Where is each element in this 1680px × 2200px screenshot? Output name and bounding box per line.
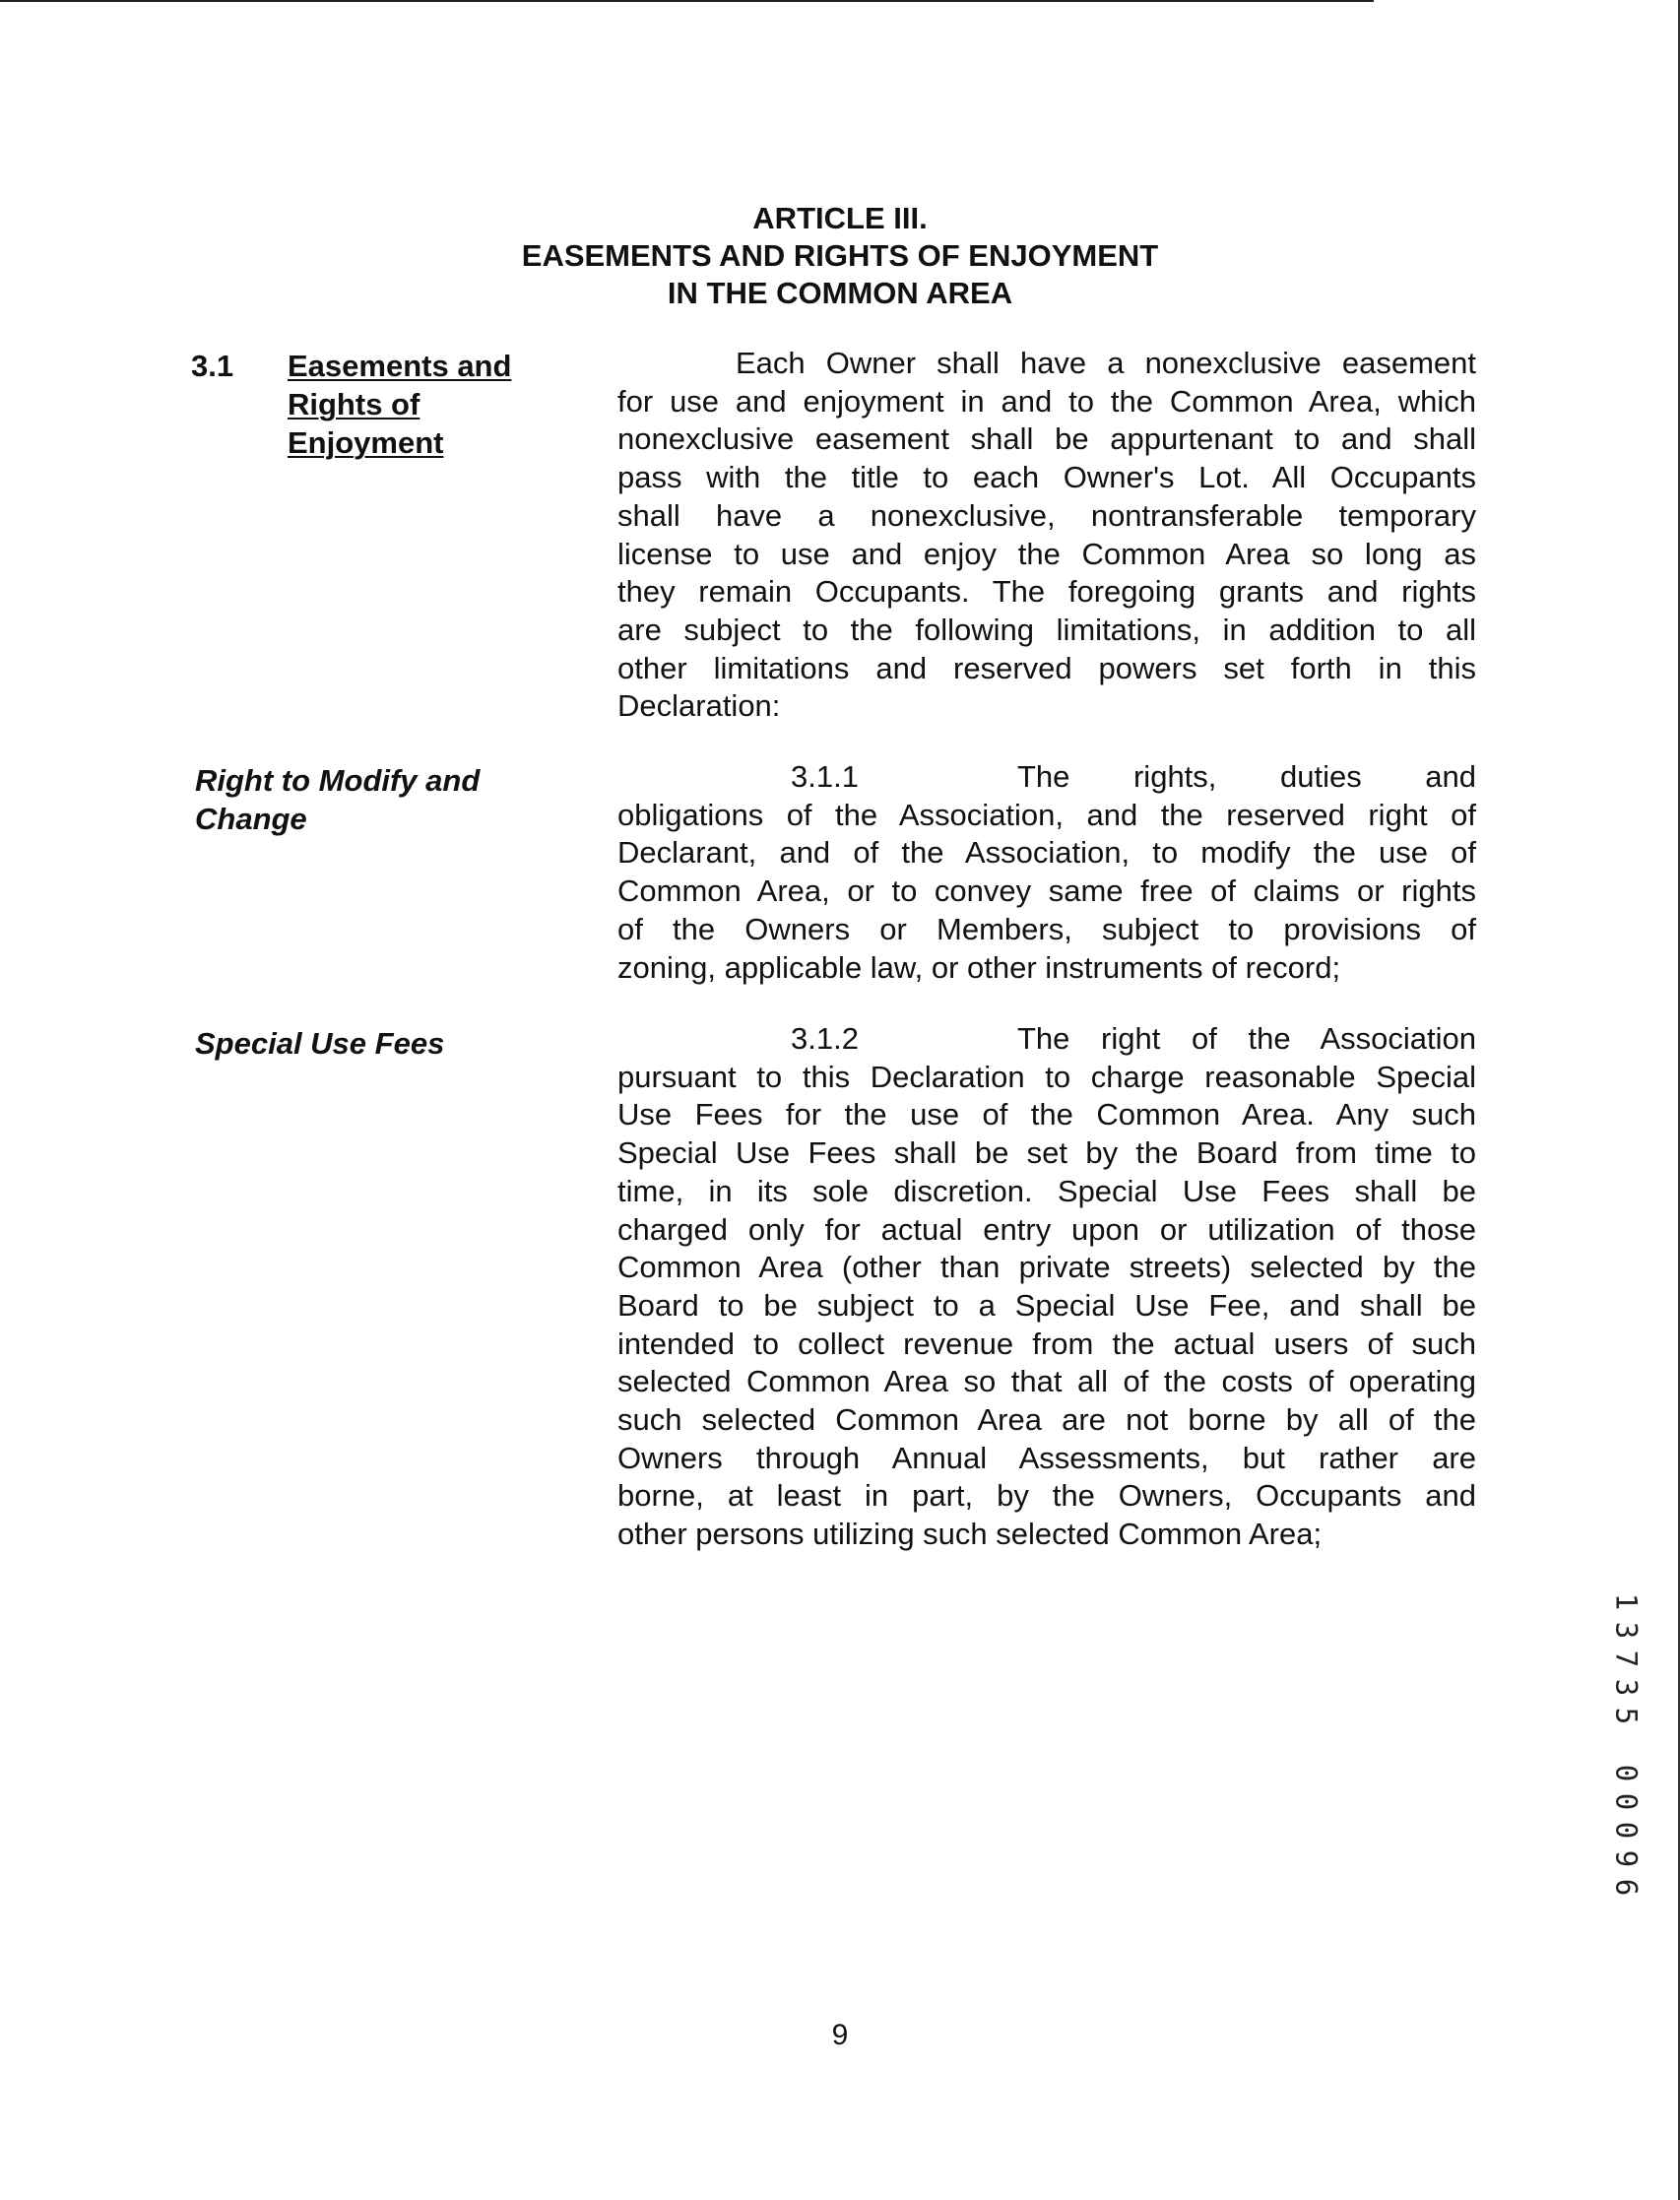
body-line: Each Owner shall have a nonexclusive easement bbox=[736, 346, 1476, 380]
section-body-3-1-2 bbox=[617, 1020, 1476, 1554]
body-line: Special Use Fees shall be set by the Board from time to bbox=[617, 1135, 1476, 1171]
body-line: of the Owners or Members, subject to provisions of bbox=[617, 911, 1476, 946]
body-line: other persons utilizing such selected Common Area; bbox=[617, 1517, 1323, 1552]
subsection-first-line bbox=[617, 1020, 1476, 1059]
stamp-char: 3 bbox=[1609, 1678, 1644, 1697]
stamp-char: 3 bbox=[1609, 1621, 1644, 1640]
body-line: Owners through Annual Assessments, but rather are bbox=[617, 1440, 1476, 1475]
body-line: pass with the title to each Owner's Lot. All Occupants bbox=[617, 460, 1476, 495]
body-line: pursuant to this Declaration to charge reasonable Special bbox=[617, 1059, 1476, 1094]
section-title-line: Easements and bbox=[288, 349, 512, 383]
body-line: Common Area, or to convey same free of claims or rights bbox=[617, 874, 1476, 909]
stamp-char: 0 bbox=[1609, 1821, 1644, 1840]
stamp-char: 5 bbox=[1609, 1707, 1644, 1725]
body-line: shall have a nonexclusive, nontransferable temporary bbox=[617, 497, 1476, 533]
body-line: obligations of the Association, and the reserved right of bbox=[617, 797, 1476, 832]
scan-edge-top bbox=[0, 0, 1374, 2]
body-line: Board to be subject to a Special Use Fee, and shall be bbox=[617, 1287, 1476, 1323]
side-label-line: Right to Modify and bbox=[195, 763, 481, 798]
section-body-3-1-1 bbox=[617, 758, 1476, 987]
subsection-lead: The rights, duties and bbox=[1017, 759, 1476, 794]
stamp-char bbox=[1612, 1730, 1641, 1760]
body-line: borne, at least in part, by the Owners, Occupants and bbox=[617, 1478, 1476, 1514]
stamp-char: 7 bbox=[1609, 1650, 1644, 1668]
section-title-line: Rights of bbox=[288, 387, 420, 421]
body-line: charged only for actual entry upon or utilization of those bbox=[617, 1211, 1476, 1247]
body-line: Common Area (other than private streets) selected by the bbox=[617, 1250, 1476, 1285]
article-number: ARTICLE III. bbox=[752, 201, 928, 235]
body-line: Declaration: bbox=[617, 688, 781, 724]
body-line: Use Fees for the use of the Common Area. Any such bbox=[617, 1097, 1476, 1132]
side-label-line: Change bbox=[195, 802, 307, 836]
body-line: zoning, applicable law, or other instruments of record; bbox=[617, 949, 1341, 985]
body-line: license to use and enjoy the Common Area so long as bbox=[617, 536, 1476, 571]
section-title-3-1 bbox=[288, 347, 511, 462]
article-title-line-2: IN THE COMMON AREA bbox=[667, 276, 1013, 310]
section-body-3-1 bbox=[617, 345, 1476, 726]
stamp-char: 0 bbox=[1609, 1792, 1644, 1811]
body-line: selected Common Area so that all of the costs of operating bbox=[617, 1364, 1476, 1399]
side-label-special-use-fees: Special Use Fees bbox=[195, 1026, 445, 1061]
body-line: they remain Occupants. The foregoing grants and rights bbox=[617, 574, 1476, 610]
document-control-stamp bbox=[1609, 1587, 1644, 1902]
stamp-char: 1 bbox=[1609, 1592, 1644, 1611]
body-line: Declarant, and of the Association, to modify the use of bbox=[617, 835, 1476, 871]
body-line: are subject to the following limitations, in addition to all bbox=[617, 612, 1476, 647]
subsection-number: 3.1.2 bbox=[791, 1021, 859, 1056]
article-title-line-1: EASEMENTS AND RIGHTS OF ENJOYMENT bbox=[521, 238, 1159, 273]
body-line: such selected Common Area are not borne by all of the bbox=[617, 1402, 1476, 1438]
body-line: nonexclusive easement shall be appurtenant to and shall bbox=[617, 421, 1476, 457]
subsection-number: 3.1.1 bbox=[791, 759, 859, 794]
page-number: 9 bbox=[831, 2019, 849, 2051]
side-label-right-to-modify bbox=[195, 761, 480, 838]
article-heading bbox=[0, 200, 1680, 312]
stamp-char: 0 bbox=[1609, 1764, 1644, 1782]
body-line: for use and enjoyment in and to the Common Area, which bbox=[617, 383, 1476, 419]
body-line: other limitations and reserved powers set forth in this bbox=[617, 650, 1476, 685]
subsection-lead: The right of the Association bbox=[1017, 1021, 1476, 1056]
stamp-char: 6 bbox=[1609, 1878, 1644, 1897]
section-number-3-1: 3.1 bbox=[191, 349, 234, 383]
body-line: intended to collect revenue from the actual users of such bbox=[617, 1326, 1476, 1361]
stamp-char: 9 bbox=[1609, 1849, 1644, 1868]
body-line: time, in its sole discretion. Special Use Fees shall be bbox=[617, 1173, 1476, 1208]
section-title-line: Enjoyment bbox=[288, 425, 444, 460]
subsection-first-line bbox=[617, 758, 1476, 797]
